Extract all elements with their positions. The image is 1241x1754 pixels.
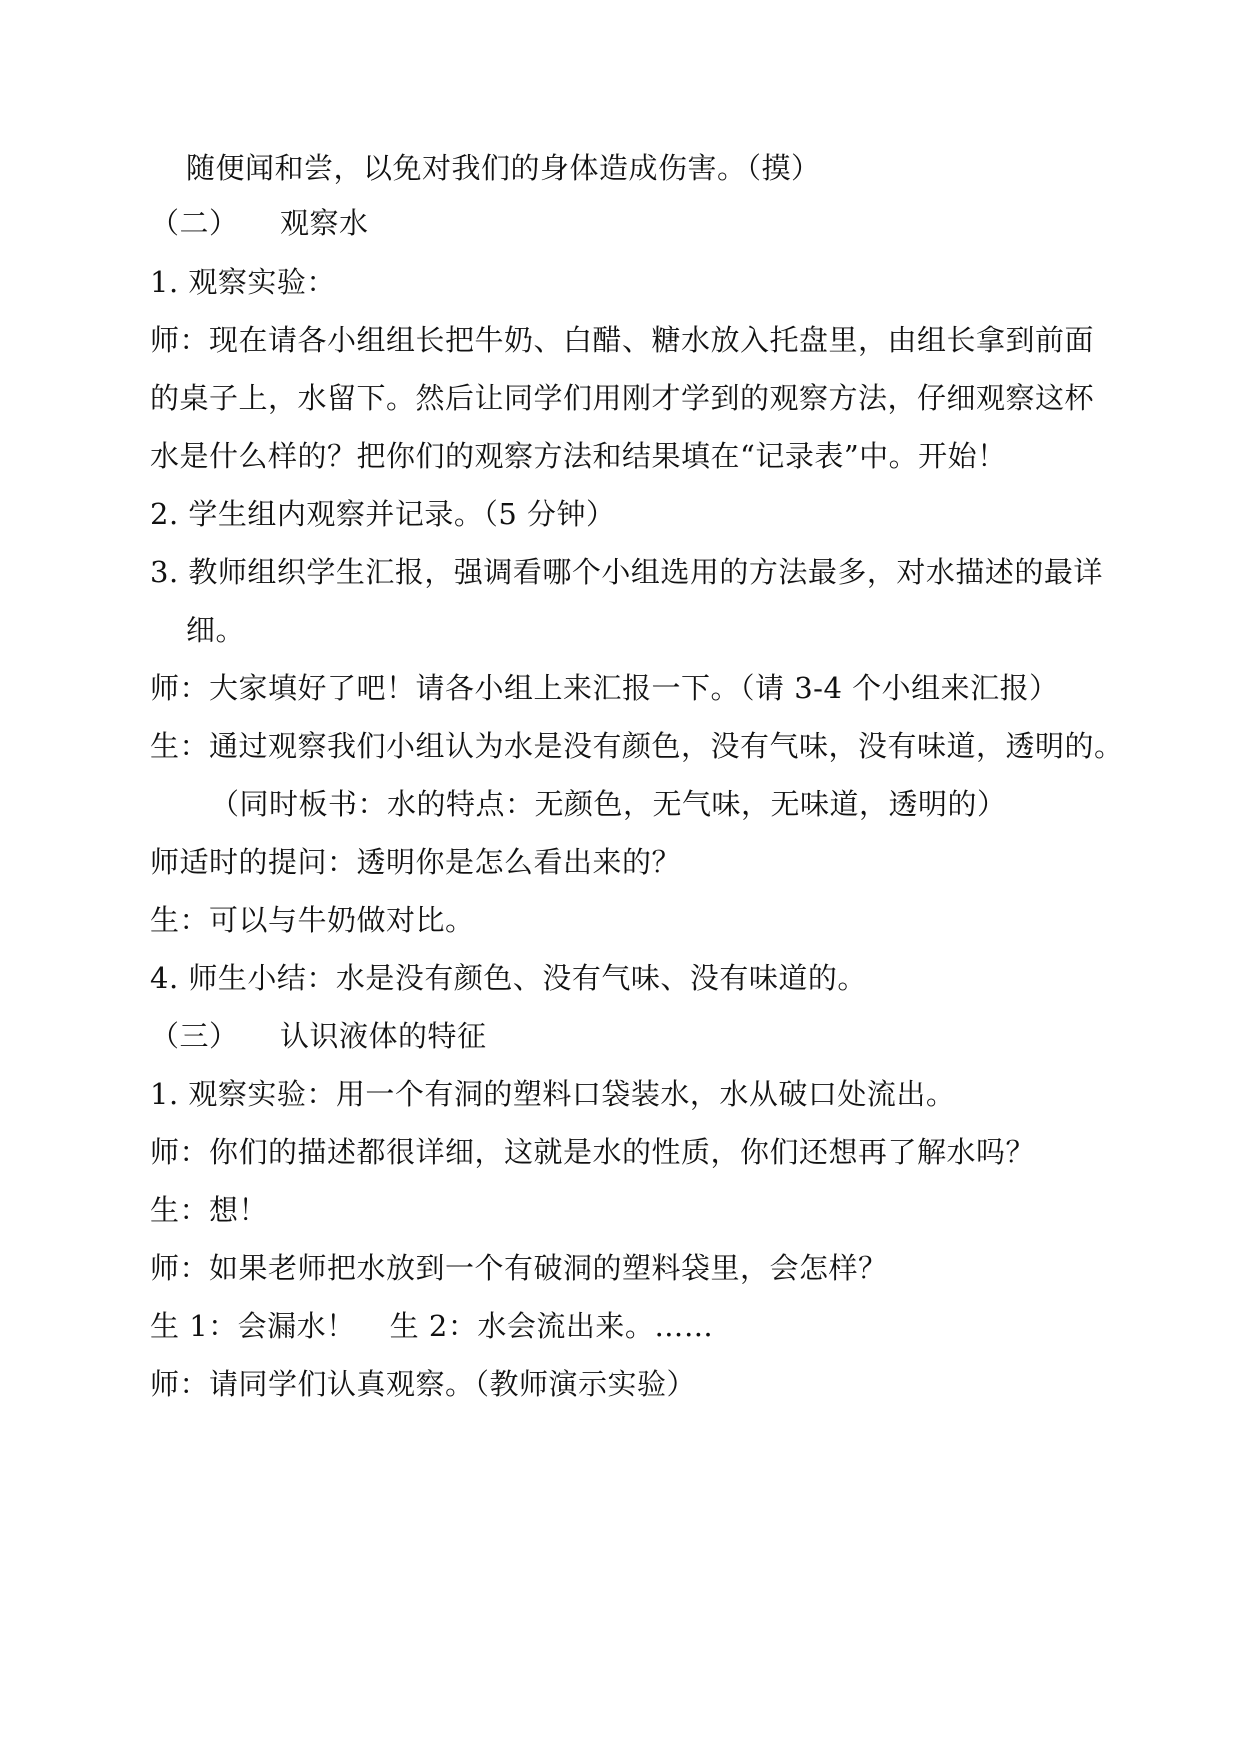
section-title: 认识液体的特征 (280, 1019, 487, 1053)
paragraph-line: 师适时的提问：透明你是怎么看出来的？ (150, 845, 682, 879)
section-heading-3 (150, 1016, 1110, 1056)
list-item: 1. 观察实验：用一个有洞的塑料口袋装水，水从破口处流出。 (150, 1077, 956, 1111)
list-item: 4. 师生小结：水是没有颜色、没有气味、没有味道的。 (150, 961, 867, 995)
paragraph-line: 生：通过观察我们小组认为水是没有颜色，没有气味，没有味道，透明的。 (150, 729, 1124, 763)
list-item: 2. 学生组内观察并记录。（5 分钟） (150, 497, 616, 531)
section-title: 观察水 (280, 206, 369, 240)
paragraph-line: 师：请同学们认真观察。（教师演示实验） (150, 1367, 697, 1401)
section-label: （二） (150, 206, 239, 240)
paragraph-line: 生：可以与牛奶做对比。 (150, 903, 475, 937)
paragraph-line: 生：想！ (150, 1193, 269, 1227)
paragraph-line: 水是什么样的？把你们的观察方法和结果填在“记录表”中。开始！ (150, 439, 1007, 473)
paragraph-line: 师：现在请各小组组长把牛奶、白醋、糖水放入托盘里，由组长拿到前面 (150, 323, 1095, 357)
list-item: 1. 观察实验： (150, 265, 336, 299)
student-1-reply: 生 1：会漏水！ (150, 1309, 356, 1343)
section-heading-2 (150, 203, 1110, 243)
student-2-reply: 生 2：水会流出来。…… (389, 1309, 714, 1343)
paragraph-line: 的桌子上，水留下。然后让同学们用刚才学到的观察方法，仔细观察这杯 (150, 381, 1095, 415)
dialogue-line (150, 1306, 1110, 1346)
board-note: （同时板书：水的特点：无颜色，无气味，无味道，透明的） (210, 787, 1007, 821)
list-item: 3. 教师组织学生汇报，强调看哪个小组选用的方法最多，对水描述的最详 (150, 555, 1103, 589)
paragraph-line: 师：你们的描述都很详细，这就是水的性质，你们还想再了解水吗？ (150, 1135, 1036, 1169)
paragraph-line: 随便闻和尝，以免对我们的身体造成伤害。（摸） (186, 151, 821, 185)
section-label: （三） (150, 1019, 239, 1053)
paragraph-line: 师：大家填好了吧！请各小组上来汇报一下。（请 3-4 个小组来汇报） (150, 671, 1059, 705)
paragraph-line: 师：如果老师把水放到一个有破洞的塑料袋里，会怎样？ (150, 1251, 888, 1285)
list-item-continuation: 细。 (186, 613, 246, 647)
